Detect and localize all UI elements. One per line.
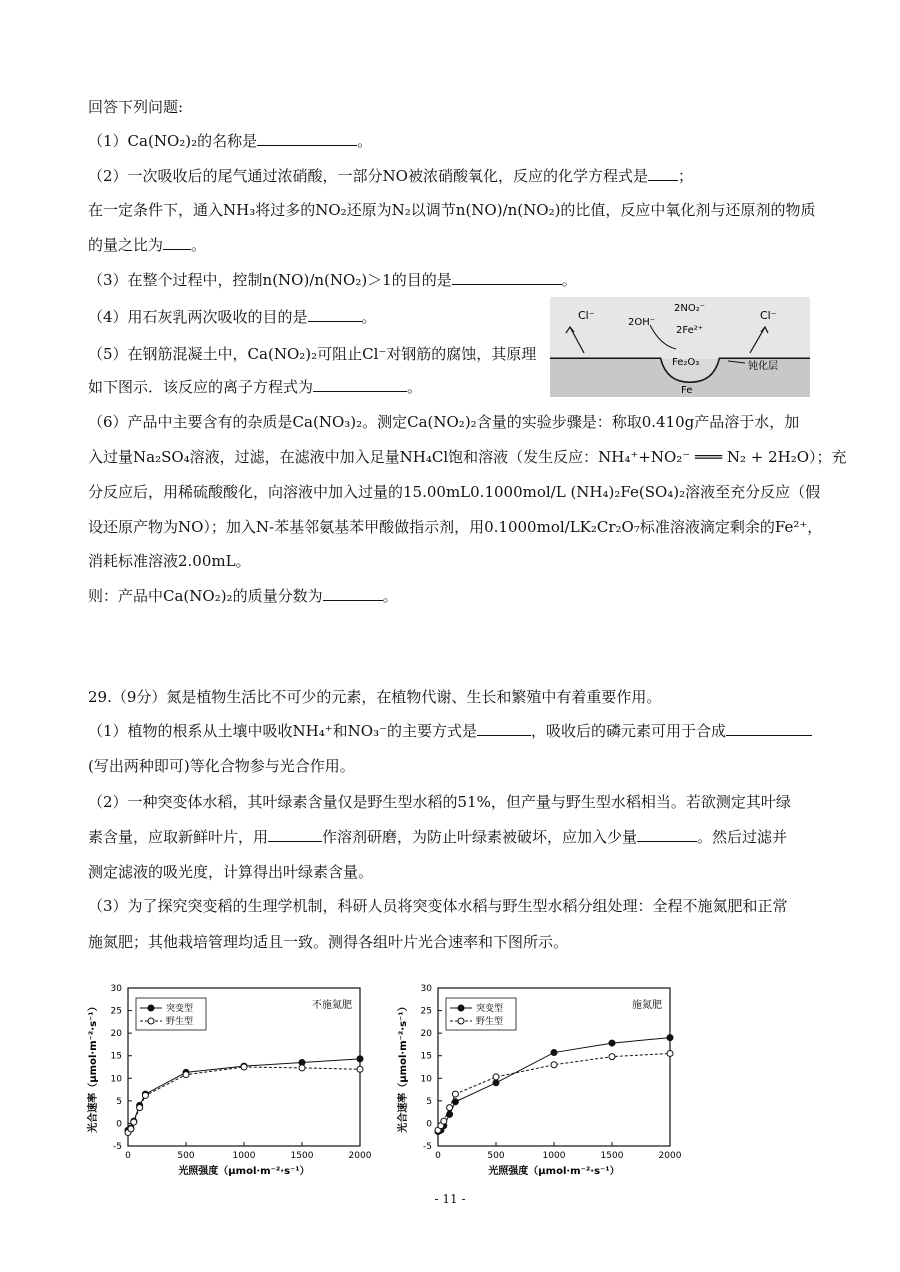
- text-line: [88, 586, 398, 606]
- answer-blank[interactable]: [323, 586, 383, 601]
- text-line: [88, 517, 822, 537]
- line-text-after: ，吸收后的磷元素可用于合成: [531, 722, 727, 740]
- data-point: [447, 1105, 453, 1111]
- x-tick-label: 500: [487, 1151, 505, 1161]
- text-line: [88, 792, 791, 812]
- y-tick-label: 10: [110, 1074, 122, 1085]
- x-tick-label: 1000: [232, 1151, 256, 1161]
- line-text: 分反应后，用稀硫酸酸化，向溶液中加入过量的15.00mL0.1000mol/L (NH₄)₂Fe(SO₄)₂溶液至充分反应（假: [88, 483, 821, 501]
- oh-label: 2OH⁻: [628, 317, 656, 328]
- y-tick-label: 30: [420, 984, 432, 994]
- text-line: [88, 270, 577, 290]
- x-tick-label: 2000: [658, 1151, 682, 1161]
- data-point: [551, 1062, 557, 1068]
- data-point: [357, 1066, 363, 1072]
- data-point: [299, 1065, 305, 1071]
- line-text-after: 作溶剂研磨，为防止叶绿素被破坏，应加入少量: [322, 828, 638, 846]
- line-text: （6）产品中主要含有的杂质是Ca(NO₃)₂。测定Ca(NO₂)₂含量的实验步骤是：称取0.410g产品溶于水，加: [88, 413, 800, 431]
- y-tick-label: 20: [110, 1029, 122, 1040]
- y-tick-label: 5: [116, 1096, 122, 1107]
- legend-label: 野生型: [476, 1017, 504, 1027]
- y-tick-label: 15: [110, 1051, 122, 1062]
- text-line: [88, 166, 693, 186]
- line-text: 消耗标准溶液2.00mL。: [88, 552, 251, 570]
- data-point: [452, 1091, 458, 1097]
- y-tick-label: 15: [420, 1051, 432, 1062]
- line-text: 设还原产物为NO）；加入N-苯基邻氨基苯甲酸做指示剂，用0.1000mol/LK₂Cr₂O₇标准溶液滴定剩余的Fe²⁺，: [88, 518, 823, 536]
- line-text: 回答下列问题:: [88, 98, 184, 116]
- x-tick-label: 2000: [348, 1151, 372, 1161]
- text-line: [88, 551, 251, 571]
- data-point: [183, 1072, 189, 1078]
- y-tick-label: 25: [110, 1006, 122, 1017]
- text-line: [88, 412, 799, 432]
- text-line: [88, 200, 815, 220]
- text-line: [88, 827, 787, 847]
- x-tick-label: 0: [435, 1151, 441, 1161]
- line-text: 29.（9分）氮是植物生活比不可少的元素，在植物代谢、生长和繁殖中有着重要作用。: [88, 688, 662, 706]
- line-text: 如下图示．该反应的离子方程式为: [88, 378, 314, 396]
- data-point: [493, 1080, 499, 1086]
- legend-label: 突变型: [476, 1004, 504, 1014]
- line-text: （2）一种突变体水稻，其叶绿素含量仅是野生型水稻的51%，但产量与野生型水稻相当。若欲测定其叶绿: [88, 793, 791, 811]
- x-tick-label: 1500: [600, 1151, 624, 1161]
- y-tick-label: 0: [426, 1119, 432, 1130]
- text-line: [88, 756, 355, 776]
- line-text-after: 。然后过滤并: [697, 828, 788, 846]
- data-point: [441, 1118, 447, 1124]
- x-tick-label: 1500: [290, 1151, 314, 1161]
- corrosion-diagram: [550, 297, 810, 397]
- y-tick-label: -5: [423, 1142, 432, 1152]
- line-text-after: 。: [561, 271, 577, 289]
- chart-with-nitrogen: [392, 982, 692, 1194]
- data-point: [493, 1074, 499, 1080]
- y-tick-label: 0: [116, 1119, 122, 1130]
- passive-layer-label: 钝化层: [748, 361, 778, 372]
- legend-marker: [148, 1005, 154, 1011]
- text-line: [88, 862, 373, 882]
- legend-marker: [148, 1018, 154, 1024]
- text-line: [88, 307, 377, 327]
- chart-title: 施氮肥: [632, 1000, 662, 1011]
- y-axis-label: 光合速率（μmol·m⁻²·s⁻¹）: [398, 1001, 409, 1133]
- answer-blank[interactable]: [648, 166, 678, 181]
- fe-label: Fe: [681, 385, 693, 396]
- text-line: [88, 97, 183, 117]
- x-tick-label: 0: [125, 1151, 131, 1161]
- chart-title: 不施氮肥: [312, 1000, 352, 1011]
- data-point: [131, 1119, 137, 1125]
- line-text: 施氮肥；其他栽培管理均适且一致。测得各组叶片光合速率和下图所示。: [88, 933, 569, 951]
- text-line: [88, 447, 847, 467]
- data-point: [667, 1035, 673, 1041]
- x-axis-label: 光照强度（μmol·m⁻²·s⁻¹）: [488, 1166, 620, 1177]
- cl-right-label: Cl⁻: [760, 309, 777, 322]
- data-point: [452, 1099, 458, 1105]
- line-text: 的量之比为: [88, 236, 164, 254]
- x-axis-label: 光照强度（μmol·m⁻²·s⁻¹）: [178, 1166, 310, 1177]
- no2-label: 2NO₂⁻: [674, 303, 706, 314]
- data-point: [142, 1092, 148, 1098]
- legend-marker: [458, 1005, 464, 1011]
- data-point: [551, 1050, 557, 1056]
- answer-blank[interactable]: [477, 721, 531, 736]
- line-text: （4）用石灰乳两次吸收的目的是: [88, 308, 308, 326]
- line-text-after: ；: [677, 167, 693, 185]
- line-text: （3）在整个过程中，控制n(NO)/n(NO₂)＞1的目的是: [88, 271, 452, 289]
- line-text-after: 。: [191, 236, 207, 254]
- text-line: [88, 687, 661, 707]
- line-text: （5）在钢筋混凝土中，Ca(NO₂)₂可阻止Cl⁻对钢筋的腐蚀，其原理: [88, 345, 537, 363]
- text-line: [88, 235, 206, 255]
- line-text: 则：产品中Ca(NO₂)₂的质量分数为: [88, 587, 323, 605]
- text-line: [88, 932, 568, 952]
- answer-blank[interactable]: [452, 270, 562, 285]
- line-text-after: 。: [361, 308, 377, 326]
- line-text: 在一定条件下，通入NH₃将过多的NO₂还原为N₂以调节n(NO)/n(NO₂)的比值，反应中氧化剂与还原剂的物质: [88, 201, 816, 219]
- text-line: [88, 896, 788, 916]
- y-tick-label: 10: [420, 1074, 432, 1085]
- y-tick-label: 5: [426, 1096, 432, 1107]
- answer-blank[interactable]: [313, 377, 407, 392]
- data-point: [609, 1054, 615, 1060]
- answer-blank[interactable]: [308, 307, 362, 322]
- data-point: [357, 1056, 363, 1062]
- x-tick-label: 1000: [542, 1151, 566, 1161]
- y-tick-label: 25: [420, 1006, 432, 1017]
- line-text-after: 。: [407, 378, 423, 396]
- series-line: [128, 1067, 360, 1132]
- text-line: [88, 377, 422, 397]
- y-axis-label: 光合速率（μmol·m⁻²·s⁻¹）: [88, 1001, 99, 1133]
- line-text-after: 。: [382, 587, 398, 605]
- data-point: [128, 1126, 134, 1132]
- line-text: 测定滤液的吸光度，计算得出叶绿素含量。: [88, 863, 374, 881]
- line-text: （3）为了探究突变稻的生理学机制，科研人员将突变体水稻与野生型水稻分组处理：全程不施氮肥和正常: [88, 897, 788, 915]
- legend-marker: [458, 1018, 464, 1024]
- answer-blank[interactable]: [637, 827, 697, 842]
- answer-blank[interactable]: [163, 235, 191, 250]
- data-point: [137, 1105, 143, 1111]
- fe2-label: 2Fe²⁺: [676, 325, 704, 336]
- text-line: [88, 131, 372, 151]
- y-tick-label: -5: [113, 1142, 122, 1152]
- line-text: (写出两种即可)等化合物参与光合作用。: [88, 757, 355, 775]
- line-text: 入过量Na₂SO₄溶液，过滤，在滤液中加入足量NH₄Cl饱和溶液（发生反应：NH₄⁺+NO₂⁻ ═══ N₂ + 2H₂O）；充: [88, 448, 847, 466]
- data-point: [241, 1064, 247, 1070]
- chart-no-nitrogen: [82, 982, 382, 1194]
- data-point: [609, 1040, 615, 1046]
- y-tick-label: 20: [420, 1029, 432, 1040]
- data-point: [667, 1050, 673, 1056]
- legend-label: 野生型: [166, 1017, 194, 1027]
- legend-label: 突变型: [166, 1004, 194, 1014]
- x-tick-label: 500: [177, 1151, 195, 1161]
- text-line: [88, 482, 820, 502]
- line-text-after: 。: [357, 132, 373, 150]
- cl-left-label: Cl⁻: [578, 309, 595, 322]
- answer-blank[interactable]: [268, 827, 322, 842]
- line-text: （2）一次吸收后的尾气通过浓硝酸，一部分NO被浓硝酸氧化，反应的化学方程式是: [88, 167, 648, 185]
- text-line: [88, 344, 536, 364]
- answer-blank[interactable]: [726, 721, 812, 736]
- y-tick-label: 30: [110, 984, 122, 994]
- answer-blank[interactable]: [257, 131, 357, 146]
- fe2o3-label: Fe₂O₃: [672, 357, 700, 368]
- line-text: 素含量，应取新鲜叶片，用: [88, 828, 269, 846]
- line-text: （1）Ca(NO₂)₂的名称是: [88, 132, 258, 150]
- line-text: （1）植物的根系从土壤中吸收NH₄⁺和NO₃⁻的主要方式是: [88, 722, 478, 740]
- text-line: [88, 721, 812, 741]
- page-number: - 11 -: [434, 1192, 466, 1206]
